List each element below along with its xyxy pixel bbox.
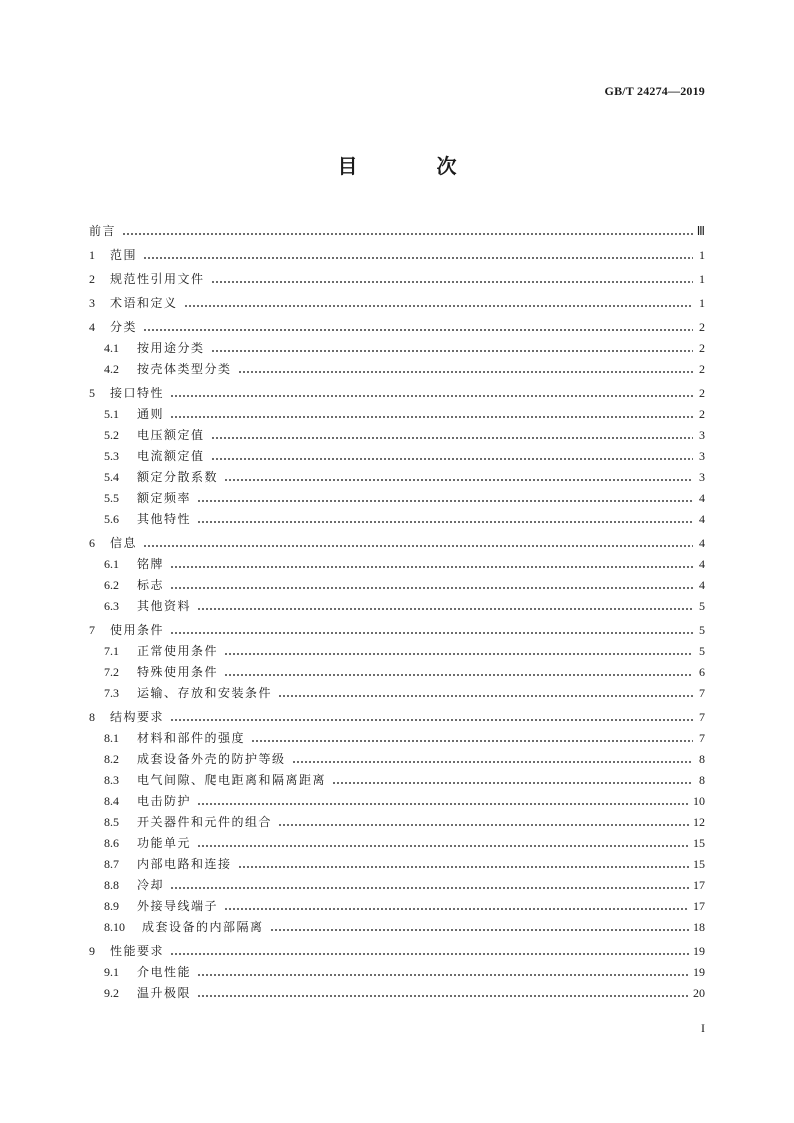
toc-entry-title: 电击防护 (137, 794, 192, 808)
toc-entry-page: 20 (693, 986, 705, 1000)
toc-entry-number: 3 (89, 296, 95, 310)
toc-entry-number: 4.1 (104, 341, 119, 355)
toc-entry-number: 6.2 (104, 578, 119, 592)
dot-leader (170, 388, 693, 398)
dot-leader (143, 322, 693, 332)
document-code: GB/T 24274—2019 (604, 84, 705, 98)
toc-entry-page: 6 (699, 665, 705, 679)
toc-entry-number: 9.2 (104, 986, 119, 1000)
toc-entry-title: 通则 (137, 407, 165, 421)
toc-entry (89, 571, 705, 592)
toc-entry-title: 运输、存放和安装条件 (137, 686, 273, 700)
dot-leader (332, 775, 693, 785)
toc-entry-page: 10 (693, 794, 705, 808)
toc-entry-number: 2 (89, 272, 95, 286)
toc-entry (89, 766, 705, 787)
toc-entry (89, 421, 705, 442)
toc-entry-title: 按壳体类型分类 (137, 362, 232, 376)
toc-entry-page: 4 (699, 557, 705, 571)
toc-entry-page: Ⅲ (696, 224, 705, 238)
dot-leader (251, 733, 693, 743)
toc-entry (89, 913, 705, 934)
toc-entry-number: 6.3 (104, 599, 119, 613)
toc-entry-title: 正常使用条件 (137, 644, 219, 658)
toc-entry-page: 15 (693, 857, 705, 871)
toc-entry-page: 4 (699, 536, 705, 550)
dot-leader (270, 922, 689, 932)
toc-entry-page: 4 (699, 578, 705, 592)
toc-entry-page: 4 (699, 512, 705, 526)
toc-entry (89, 787, 705, 808)
dot-leader (197, 493, 693, 503)
toc-entry-number: 5.5 (104, 491, 119, 505)
toc-entry-title: 介电性能 (137, 965, 192, 979)
dot-leader (197, 838, 689, 848)
toc-entry-number: 8.8 (104, 878, 119, 892)
toc-entry-page: 19 (693, 944, 705, 958)
toc-entry-page: 7 (699, 710, 705, 724)
toc-entry-title: 其他特性 (137, 512, 192, 526)
toc-entry-page: 1 (699, 296, 705, 310)
toc-entry-number: 5.3 (104, 449, 119, 463)
toc-entry-title: 其他资料 (137, 599, 192, 613)
toc-entry-page: 3 (699, 470, 705, 484)
toc-entry-number: 7.3 (104, 686, 119, 700)
toc-entry-title: 额定分散系数 (137, 470, 219, 484)
toc-entry-title: 标志 (137, 578, 165, 592)
toc-entry (89, 463, 705, 484)
dot-leader (224, 646, 693, 656)
dot-leader (197, 514, 693, 524)
toc-entry-page: 12 (693, 815, 705, 829)
toc-entry-title: 按用途分类 (137, 341, 205, 355)
toc-entry (89, 505, 705, 526)
toc-entry-title: 性能要求 (110, 944, 165, 958)
toc-entry-number: 5.1 (104, 407, 119, 421)
toc-entry-title: 材料和部件的强度 (137, 731, 246, 745)
toc-entry-number: 8.3 (104, 773, 119, 787)
dot-leader (122, 226, 693, 236)
toc-entry (89, 442, 705, 463)
dot-leader (197, 796, 689, 806)
toc-entry-title: 额定频率 (137, 491, 192, 505)
toc-entry-page: 18 (693, 920, 705, 934)
toc-entry-title: 内部电路和连接 (137, 857, 232, 871)
toc-entry-number: 8.4 (104, 794, 119, 808)
toc-entry-page: 4 (699, 491, 705, 505)
dot-leader (224, 667, 693, 677)
dot-leader (197, 967, 689, 977)
dot-leader (224, 901, 689, 911)
toc-entry (89, 214, 705, 238)
toc-entry-title: 范围 (110, 248, 138, 262)
toc-entry-title: 成套设备外壳的防护等级 (137, 752, 286, 766)
toc-entry (89, 637, 705, 658)
toc-entry-title: 规范性引用文件 (110, 272, 205, 286)
toc-entry-title: 术语和定义 (110, 296, 178, 310)
toc-entry-page: 2 (699, 362, 705, 376)
toc-entry-title: 功能单元 (137, 836, 192, 850)
toc-entry-page: 3 (699, 428, 705, 442)
dot-leader (238, 859, 689, 869)
dot-leader (278, 688, 693, 698)
toc-entry-title: 开关器件和元件的组合 (137, 815, 273, 829)
toc-entry-page: 8 (699, 773, 705, 787)
toc-entry-number: 9 (89, 944, 95, 958)
toc-entry-number: 4 (89, 320, 95, 334)
toc-entry-title: 分类 (110, 320, 138, 334)
toc-entry (89, 850, 705, 871)
toc-entry-page: 2 (699, 407, 705, 421)
dot-leader (143, 538, 693, 548)
toc-entry (89, 829, 705, 850)
toc-entry-title: 外接导线端子 (137, 899, 219, 913)
toc-entry-title: 信息 (110, 536, 138, 550)
toc-entry (89, 484, 705, 505)
toc-entry-title: 接口特性 (110, 386, 165, 400)
toc-entry (89, 745, 705, 766)
toc-entry-number: 5 (89, 386, 95, 400)
toc-entry-number: 5.6 (104, 512, 119, 526)
toc-entry-page: 5 (699, 644, 705, 658)
toc-entry (89, 526, 705, 550)
toc-entry-title: 温升极限 (137, 986, 192, 1000)
dot-leader (170, 946, 689, 956)
toc-entry-page: 5 (699, 623, 705, 637)
dot-leader (238, 364, 693, 374)
dot-leader (170, 880, 689, 890)
toc-entry (89, 808, 705, 829)
toc-entry-page: 15 (693, 836, 705, 850)
table-of-contents (89, 214, 705, 1000)
toc-entry (89, 310, 705, 334)
toc-entry (89, 613, 705, 637)
toc-entry-number: 8.1 (104, 731, 119, 745)
toc-entry-page: 2 (699, 320, 705, 334)
toc-entry (89, 400, 705, 421)
toc-entry (89, 355, 705, 376)
dot-leader (278, 817, 689, 827)
toc-entry-number: 8.6 (104, 836, 119, 850)
toc-entry-page: 3 (699, 449, 705, 463)
toc-entry-number: 7.1 (104, 644, 119, 658)
toc-entry (89, 262, 705, 286)
toc-entry (89, 376, 705, 400)
page-number: I (701, 1021, 705, 1035)
toc-entry-title: 电流额定值 (137, 449, 205, 463)
toc-entry-number: 4.2 (104, 362, 119, 376)
toc-entry-page: 5 (699, 599, 705, 613)
toc-entry-number: 1 (89, 248, 95, 262)
toc-entry-page: 7 (699, 731, 705, 745)
toc-entry-title: 特殊使用条件 (137, 665, 219, 679)
toc-entry-page: 1 (699, 272, 705, 286)
toc-entry-number: 7.2 (104, 665, 119, 679)
toc-entry (89, 871, 705, 892)
toc-entry-page: 2 (699, 386, 705, 400)
toc-entry-title: 电压额定值 (137, 428, 205, 442)
toc-entry-number: 8.7 (104, 857, 119, 871)
toc-entry (89, 700, 705, 724)
toc-entry-page: 17 (693, 878, 705, 892)
dot-leader (211, 430, 693, 440)
dot-leader (197, 601, 693, 611)
toc-entry (89, 334, 705, 355)
dot-leader (184, 298, 693, 308)
toc-entry (89, 238, 705, 262)
toc-entry-title: 成套设备的内部隔离 (142, 920, 264, 934)
toc-entry-page: 19 (693, 965, 705, 979)
toc-entry (89, 958, 705, 979)
toc-entry-number: 8.2 (104, 752, 119, 766)
dot-leader (170, 712, 693, 722)
dot-leader (170, 625, 693, 635)
toc-entry-title: 前言 (89, 224, 117, 238)
toc-entry (89, 724, 705, 745)
dot-leader (143, 250, 693, 260)
toc-entry-number: 9.1 (104, 965, 119, 979)
toc-entry-number: 5.2 (104, 428, 119, 442)
dot-leader (211, 274, 693, 284)
dot-leader (170, 580, 693, 590)
toc-entry-number: 8 (89, 710, 95, 724)
toc-entry-page: 17 (693, 899, 705, 913)
toc-entry-page: 2 (699, 341, 705, 355)
dot-leader (211, 451, 693, 461)
dot-leader (211, 343, 693, 353)
toc-entry (89, 892, 705, 913)
toc-entry-number: 6 (89, 536, 95, 550)
toc-entry-title: 冷却 (137, 878, 165, 892)
toc-entry-title: 电气间隙、爬电距离和隔离距离 (137, 773, 327, 787)
toc-entry-page: 7 (699, 686, 705, 700)
dot-leader (170, 409, 693, 419)
toc-entry-page: 1 (699, 248, 705, 262)
toc-entry-page: 8 (699, 752, 705, 766)
toc-entry-title: 铭牌 (137, 557, 165, 571)
toc-entry (89, 658, 705, 679)
toc-entry-title: 使用条件 (110, 623, 165, 637)
toc-entry-number: 8.9 (104, 899, 119, 913)
toc-entry-number: 7 (89, 623, 95, 637)
toc-entry (89, 934, 705, 958)
toc-entry (89, 979, 705, 1000)
toc-entry-number: 5.4 (104, 470, 119, 484)
dot-leader (197, 988, 689, 998)
toc-entry (89, 286, 705, 310)
dot-leader (170, 559, 693, 569)
toc-entry-number: 8.5 (104, 815, 119, 829)
dot-leader (224, 472, 693, 482)
toc-entry (89, 550, 705, 571)
toc-entry (89, 679, 705, 700)
page-title: 目 次 (337, 154, 493, 178)
toc-entry-number: 8.10 (104, 920, 125, 934)
dot-leader (292, 754, 693, 764)
toc-entry-number: 6.1 (104, 557, 119, 571)
toc-entry (89, 592, 705, 613)
toc-entry-title: 结构要求 (110, 710, 165, 724)
